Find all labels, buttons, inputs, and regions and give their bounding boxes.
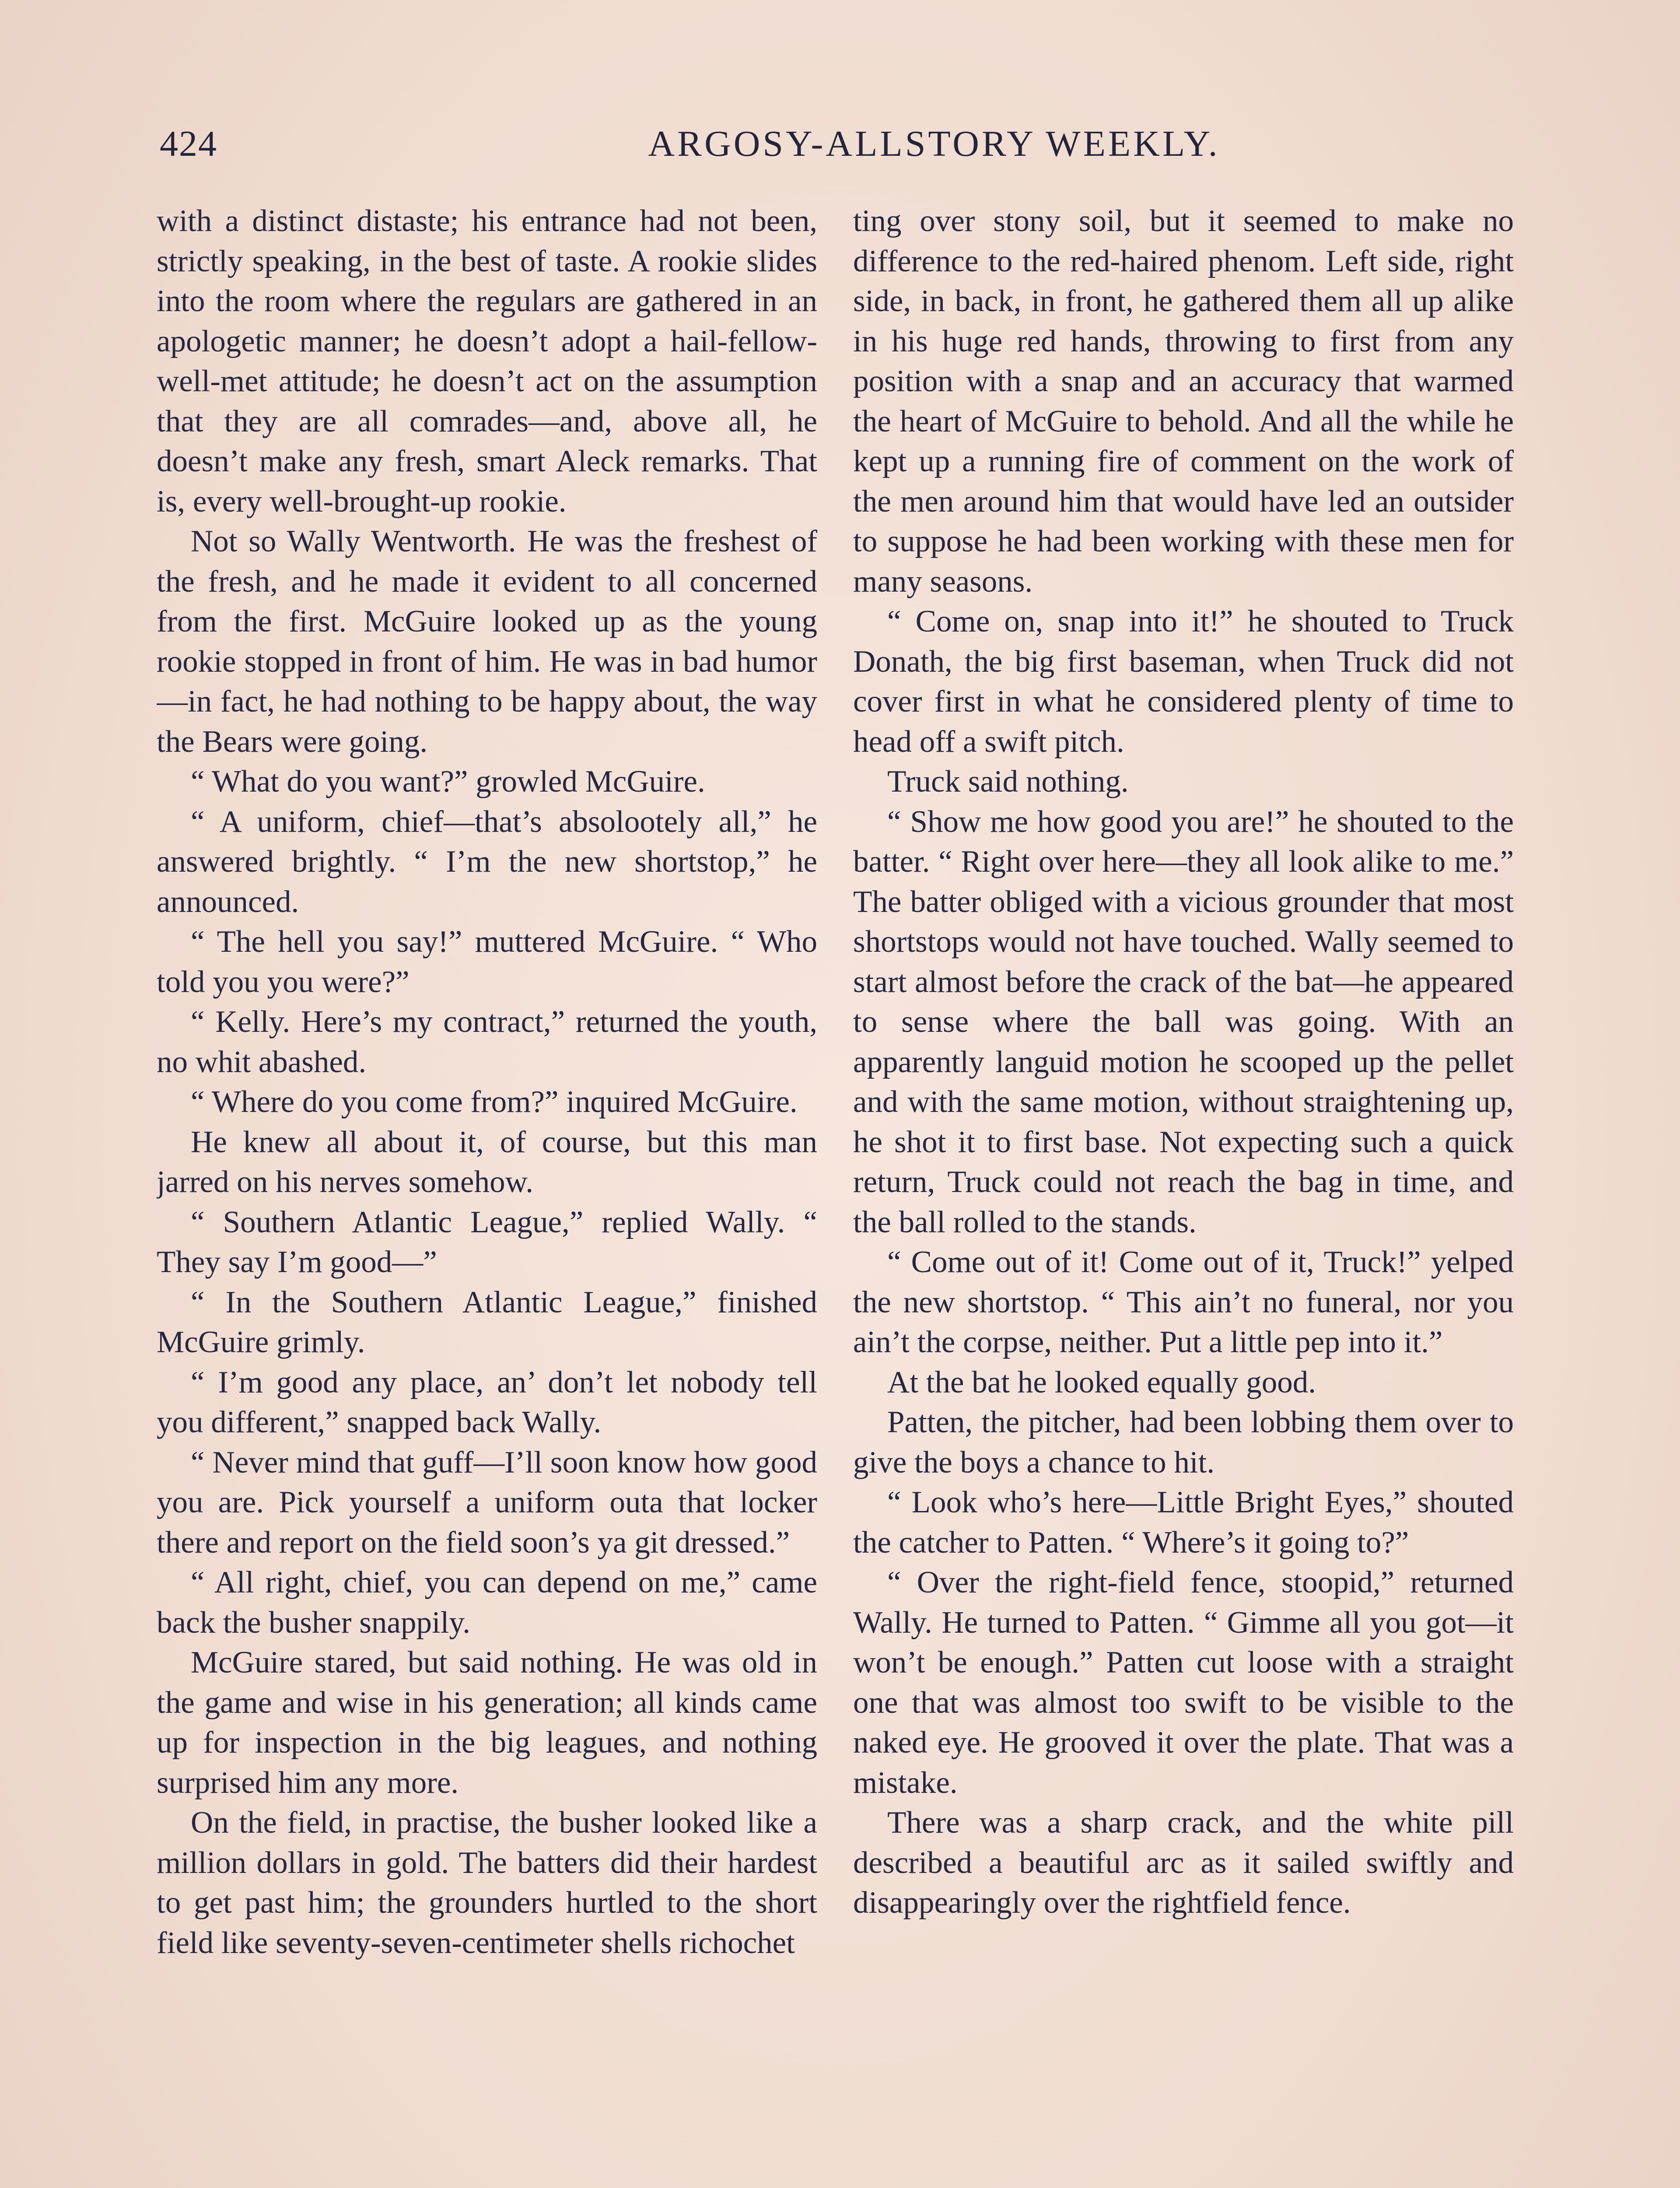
paragraph: At the bat he looked equally good. xyxy=(887,1365,1316,1399)
paragraph: “ What do you want?” growled McGuire. xyxy=(191,764,705,799)
paragraph: “ Over the right-field fence, stoopid,” returned Wally. He turned to Patten. “ Gimme all you got—it won’t be enough.” Patten cut loose with a straight one that was almost too swift to be visible to the naked eye. He grooved it over the plate. That was a mistake. xyxy=(853,1565,1514,1800)
paragraph: ting over stony soil, but it seemed to make no difference to the red-haired phenom. Left side, right side, in back, in front, he gathered them all up alike in his huge red hands, throwing to first from any position with a snap and an accuracy that warmed the heart of McGuire to behold. And all the while he kept up a running fire of comment on the work of the men around him that would have led an outsider to suppose he had been working with these men for many seasons. xyxy=(853,204,1514,599)
paragraph: Patten, the pitcher, had been lobbing them over to give the boys a chance to hit. xyxy=(853,1405,1514,1480)
running-title: ARGOSY-ALLSTORY WEEKLY. xyxy=(648,123,1220,164)
paragraph: “ Never mind that guff—I’ll soon know how good you are. Pick yourself a uniform outa that locker there and report on the field soon’s ya git dressed.” xyxy=(157,1445,817,1560)
paragraph: with a distinct distaste; his entrance had not been, strictly speaking, in the best of taste. A rookie slides into the room where the regulars are gathered in an apologetic manner; he doesn’t adopt a hail-fellow-well-met attitude; he doesn’t act on the assumption that they are all comrades—and, above all, he doesn’t make any fresh, smart Aleck remarks. That is, every well-brought-up rookie. xyxy=(157,204,817,519)
paragraph: He knew all about it, of course, but this man jarred on his nerves somehow. xyxy=(157,1125,817,1199)
paragraph: “ Look who’s here—Little Bright Eyes,” shouted the catcher to Patten. “ Where’s it going to?” xyxy=(853,1485,1514,1560)
paragraph: “ The hell you say!” muttered McGuire. “ Who told you you were?” xyxy=(157,925,817,999)
paragraph: “ Kelly. Here’s my contract,” returned the youth, no whit abashed. xyxy=(157,1005,817,1079)
paragraph: “ I’m good any place, an’ don’t let nobody tell you different,” snapped back Wally. xyxy=(157,1365,817,1439)
paragraph: Truck said nothing. xyxy=(887,764,1129,799)
paragraph: “ All right, chief, you can depend on me,” came back the busher snappily. xyxy=(157,1565,817,1640)
right-column xyxy=(853,201,1514,2188)
page-header xyxy=(160,123,1520,171)
paragraph: McGuire stared, but said nothing. He was old in the game and wise in his generation; all kinds came up for inspection in the big leagues, and nothing surprised him any more. xyxy=(157,1645,817,1800)
paragraph: “ Come on, snap into it!” he shouted to Truck Donath, the big first baseman, when Truck did not cover first in what he considered plenty of time to head off a swift pitch. xyxy=(853,604,1514,759)
paragraph: Not so Wally Wentworth. He was the freshest of the fresh, and he made it evident to all concerned from the first. McGuire looked up as the young rookie stopped in front of him. He was in bad humor—in fact, he had nothing to be happy about, the way the Bears were going. xyxy=(157,524,817,759)
left-column xyxy=(157,201,817,2188)
paragraph: “ Southern Atlantic League,” replied Wally. “ They say I’m good—” xyxy=(157,1205,817,1279)
paragraph: “ Where do you come from?” inquired McGuire. xyxy=(191,1085,798,1119)
paragraph: There was a sharp crack, and the white pill described a beautiful arc as it sailed swiftly and disappearingly over the rightfield fence. xyxy=(853,1806,1514,1920)
paragraph: “ Show me how good you are!” he shouted to the batter. “ Right over here—they all look alike to me.” The batter obliged with a vicious grounder that most shortstops would not have touched. Wally seemed to start almost before the crack of the bat—he appeared to sense where the ball was going. With an apparently languid motion he scooped up the pellet and with the same motion, without straightening up, he shot it to first base. Not expecting such a quick return, Truck could not reach the bag in time, and the ball rolled to the stands. xyxy=(853,804,1514,1239)
paragraph: “ In the Southern Atlantic League,” finished McGuire grimly. xyxy=(157,1285,817,1359)
paragraph: On the field, in practise, the busher looked like a million dollars in gold. The batters did their hardest to get past him; the grounders hurtled to the short field like seventy-seven-centimeter shells richochet xyxy=(157,1806,817,1960)
paragraph: “ A uniform, chief—that’s absolootely all,” he answered brightly. “ I’m the new shortstop,” he announced. xyxy=(157,804,817,919)
paragraph: “ Come out of it! Come out of it, Truck!” yelped the new shortstop. “ This ain’t no funeral, nor you ain’t the corpse, neither. Put a little pep into it.” xyxy=(853,1245,1514,1359)
page-number: 424 xyxy=(160,123,217,164)
